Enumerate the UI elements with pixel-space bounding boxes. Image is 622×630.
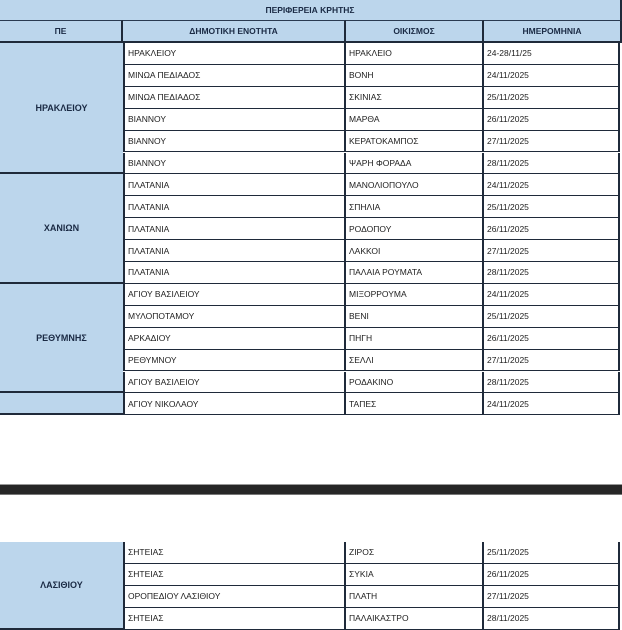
date-cell: 26/11/2025 — [484, 218, 620, 240]
settlement-cell: ΚΕΡΑΤΟΚΑΜΠΟΣ — [346, 131, 484, 153]
date-cell: 26/11/2025 — [484, 564, 620, 586]
municipal-unit-cell: ΒΙΑΝΝΟΥ — [123, 153, 346, 175]
date-cell: 25/11/2025 — [484, 542, 620, 564]
date-cell: 28/11/2025 — [484, 372, 620, 394]
date-cell: 24-28/11/25 — [484, 43, 620, 65]
date-cell: 27/11/2025 — [484, 131, 620, 153]
settlement-cell: ΜΙΞΟΡΡΟΥΜΑ — [346, 284, 484, 306]
municipal-unit-cell: ΠΛΑΤΑΝΙΑ — [123, 218, 346, 240]
settlement-cell: ΖΙΡΟΣ — [346, 542, 484, 564]
municipal-unit-cell: ΑΓΙΟΥ ΒΑΣΙΛΕΙΟΥ — [123, 372, 346, 394]
date-cell: 24/11/2025 — [484, 393, 620, 415]
date-cell: 28/11/2025 — [484, 153, 620, 175]
header-date: ΗΜΕΡΟΜΗΝΙΑ — [484, 20, 622, 43]
header-municipal-unit: ΔΗΜΟΤΙΚΗ ΕΝΟΤΗΤΑ — [123, 20, 346, 43]
date-cell: 26/11/2025 — [484, 109, 620, 131]
date-cell: 25/11/2025 — [484, 87, 620, 109]
municipal-unit-cell: ΠΛΑΤΑΝΙΑ — [123, 240, 346, 262]
municipal-unit-cell: ΗΡΑΚΛΕΙΟΥ — [123, 43, 346, 65]
settlement-cell: ΠΑΛΑΙΑ ΡΟΥΜΑΤΑ — [346, 262, 484, 284]
pe-group-cell: ΗΡΑΚΛΕΙΟΥ — [0, 43, 123, 174]
date-cell: 24/11/2025 — [484, 284, 620, 306]
municipal-unit-cell: ΑΡΚΑΔΙΟΥ — [123, 328, 346, 350]
municipal-unit-cell: ΑΓΙΟΥ ΝΙΚΟΛΑΟΥ — [123, 393, 346, 415]
pe-group-cell: ΛΑΣΙΘΙΟΥ — [0, 542, 123, 630]
municipal-unit-cell: ΡΕΘΥΜΝΟΥ — [123, 350, 346, 372]
settlement-cell: ΡΟΔΟΠΟΥ — [346, 218, 484, 240]
date-cell: 28/11/2025 — [484, 262, 620, 284]
settlement-cell: ΒΟΝΗ — [346, 65, 484, 87]
pe-group-cell: ΧΑΝΙΩΝ — [0, 174, 123, 284]
settlement-cell: ΣΕΛΛΙ — [346, 350, 484, 372]
municipal-unit-cell: ΑΓΙΟΥ ΒΑΣΙΛΕΙΟΥ — [123, 284, 346, 306]
settlement-cell: ΗΡΑΚΛΕΙΟ — [346, 43, 484, 65]
date-cell: 27/11/2025 — [484, 350, 620, 372]
municipal-unit-cell: ΣΗΤΕΙΑΣ — [123, 608, 346, 630]
header-settlement: ΟΙΚΙΣΜΟΣ — [346, 20, 484, 43]
settlement-cell: ΣΚΙΝΙΑΣ — [346, 87, 484, 109]
municipal-unit-cell: ΣΗΤΕΙΑΣ — [123, 564, 346, 586]
pe-group-cell: ΡΕΘΥΜΝΗΣ — [0, 284, 123, 394]
municipal-unit-cell: ΜΙΝΩΑ ΠΕΔΙΑΔΟΣ — [123, 65, 346, 87]
date-cell: 27/11/2025 — [484, 586, 620, 608]
date-cell: 27/11/2025 — [484, 240, 620, 262]
municipal-unit-cell: ΜΥΛΟΠΟΤΑΜΟΥ — [123, 306, 346, 328]
municipal-unit-cell: ΟΡΟΠΕΔΙΟΥ ΛΑΣΙΘΙΟΥ — [123, 586, 346, 608]
settlement-cell: ΠΛΑΤΗ — [346, 586, 484, 608]
settlement-cell: ΠΗΓΗ — [346, 328, 484, 350]
date-cell: 24/11/2025 — [484, 65, 620, 87]
page-divider — [0, 484, 622, 495]
municipal-unit-cell: ΠΛΑΤΑΝΙΑ — [123, 196, 346, 218]
municipal-unit-cell: ΣΗΤΕΙΑΣ — [123, 542, 346, 564]
table-title: ΠΕΡΙΦΕΡΕΙΑ ΚΡΗΤΗΣ — [0, 0, 622, 20]
date-cell: 28/11/2025 — [484, 608, 620, 630]
municipal-unit-cell: ΠΛΑΤΑΝΙΑ — [123, 262, 346, 284]
pe-group-cell — [0, 393, 123, 415]
settlement-cell: ΜΑΝΟΛΙΟΠΟΥΛΟ — [346, 174, 484, 196]
date-cell: 26/11/2025 — [484, 328, 620, 350]
settlement-cell: ΡΟΔΑΚΙΝΟ — [346, 372, 484, 394]
municipal-unit-cell: ΒΙΑΝΝΟΥ — [123, 109, 346, 131]
date-cell: 25/11/2025 — [484, 196, 620, 218]
settlement-cell: ΒΕΝΙ — [346, 306, 484, 328]
municipal-unit-cell: ΒΙΑΝΝΟΥ — [123, 131, 346, 153]
settlement-cell: ΨΑΡΗ ΦΟΡΑΔΑ — [346, 153, 484, 175]
settlement-cell: ΣΥΚΙΑ — [346, 564, 484, 586]
date-cell: 24/11/2025 — [484, 174, 620, 196]
settlement-cell: ΣΠΗΛΙΑ — [346, 196, 484, 218]
settlement-cell: ΜΑΡΘΑ — [346, 109, 484, 131]
municipal-unit-cell: ΜΙΝΩΑ ΠΕΔΙΑΔΟΣ — [123, 87, 346, 109]
settlement-cell: ΛΑΚΚΟΙ — [346, 240, 484, 262]
settlement-cell: ΠΑΛΑΙΚΑΣΤΡΟ — [346, 608, 484, 630]
date-cell: 25/11/2025 — [484, 306, 620, 328]
municipal-unit-cell: ΠΛΑΤΑΝΙΑ — [123, 174, 346, 196]
settlement-cell: ΤΑΠΕΣ — [346, 393, 484, 415]
header-pe: ΠΕ — [0, 20, 123, 43]
